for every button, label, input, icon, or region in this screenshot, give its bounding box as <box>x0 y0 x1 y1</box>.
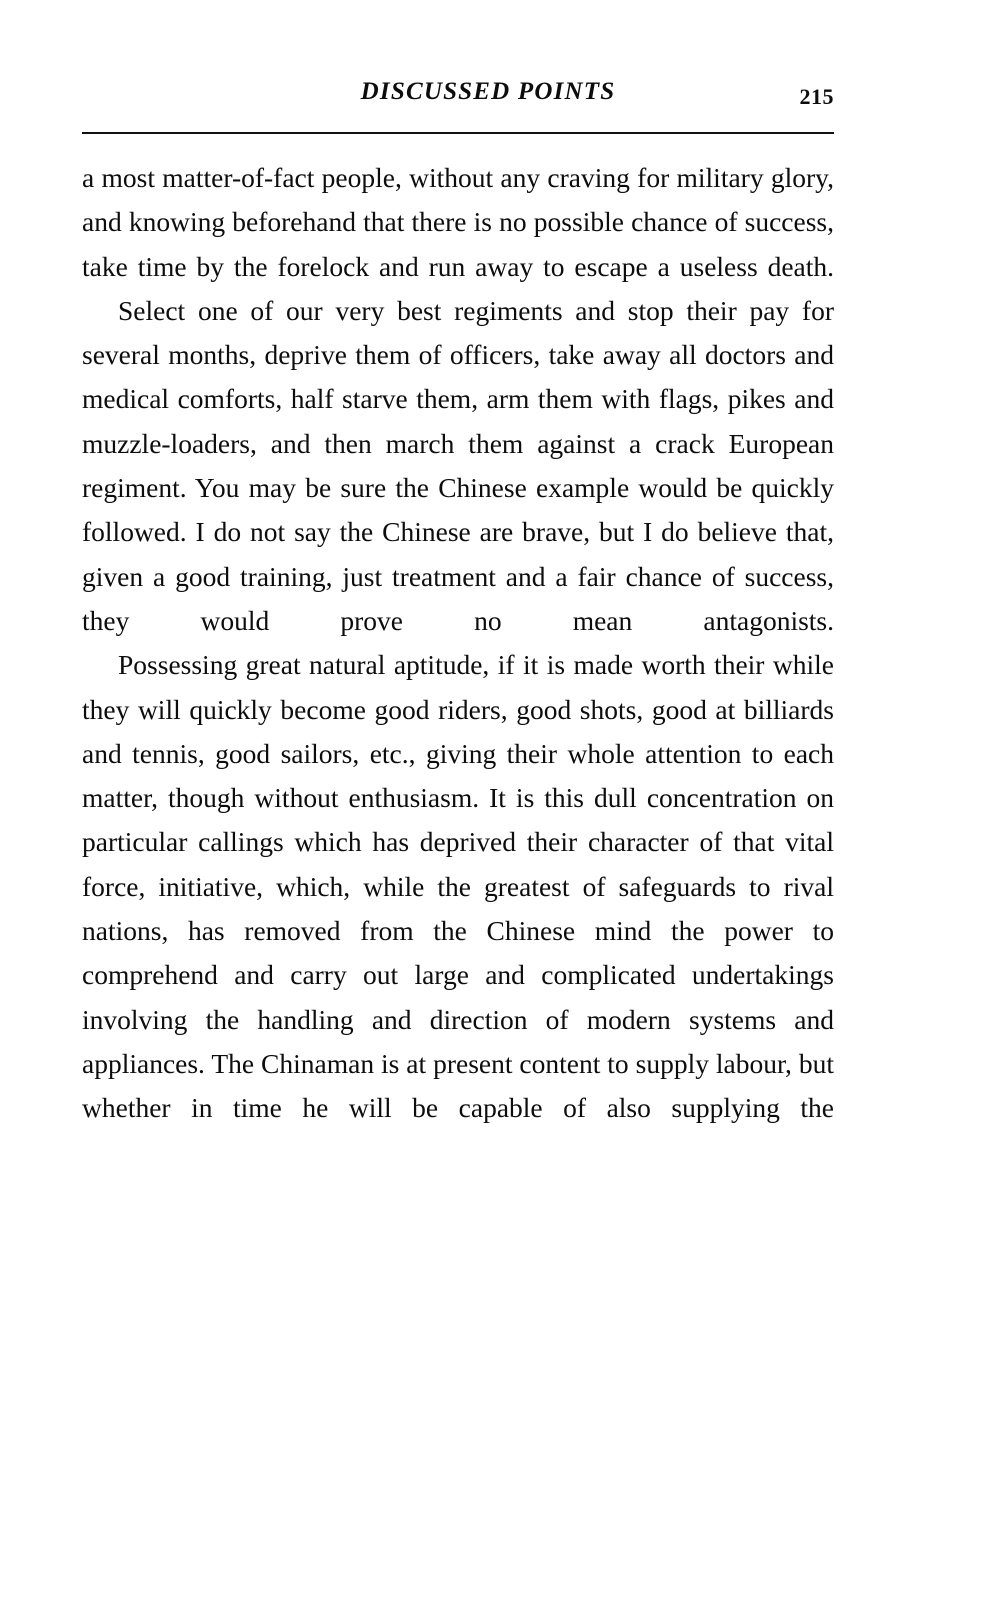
page-content <box>82 78 834 1131</box>
paragraph: Possessing great natural aptitude, if it is made worth their while they will quickly become good riders, good shots, good at billiards and tennis, good sailors, etc., giving their whole attention to each matter, though without enthusiasm. It is this dull concentration on particular callings which has deprived their character of that vital force, initiative, which, while the greatest of safeguards to rival nations, has removed from the Chinese mind the power to comprehend and carry out large and complicated undertakings involving the handling and direction of modern systems and appliances. The Chinaman is at present content to supply labour, but whether in time he will be capable of also supplying the <box>82 649 834 1124</box>
paragraph: a most matter-of-fact people, without any craving for military glory, and knowing beforehand that there is no possible chance of success, take time by the forelock and run away to escape a useless death. <box>82 162 834 282</box>
page-number: 215 <box>799 84 834 109</box>
running-header <box>82 78 834 124</box>
header-rule <box>82 132 834 134</box>
paragraph: Select one of our very best regiments and stop their pay for several months, deprive them of officers, take away all doctors and medical comforts, half starve them, arm them with flags, pikes and muzzle-loaders, and then march them against a crack European regiment. You may be sure the Chinese example would be quickly followed. I do not say the Chinese are brave, but I do believe that, given a good training, just treatment and a fair chance of success, they would prove no mean antagonists. <box>82 294 834 636</box>
running-title: DISCUSSED POINTS <box>360 78 616 105</box>
body-text <box>82 156 834 1131</box>
